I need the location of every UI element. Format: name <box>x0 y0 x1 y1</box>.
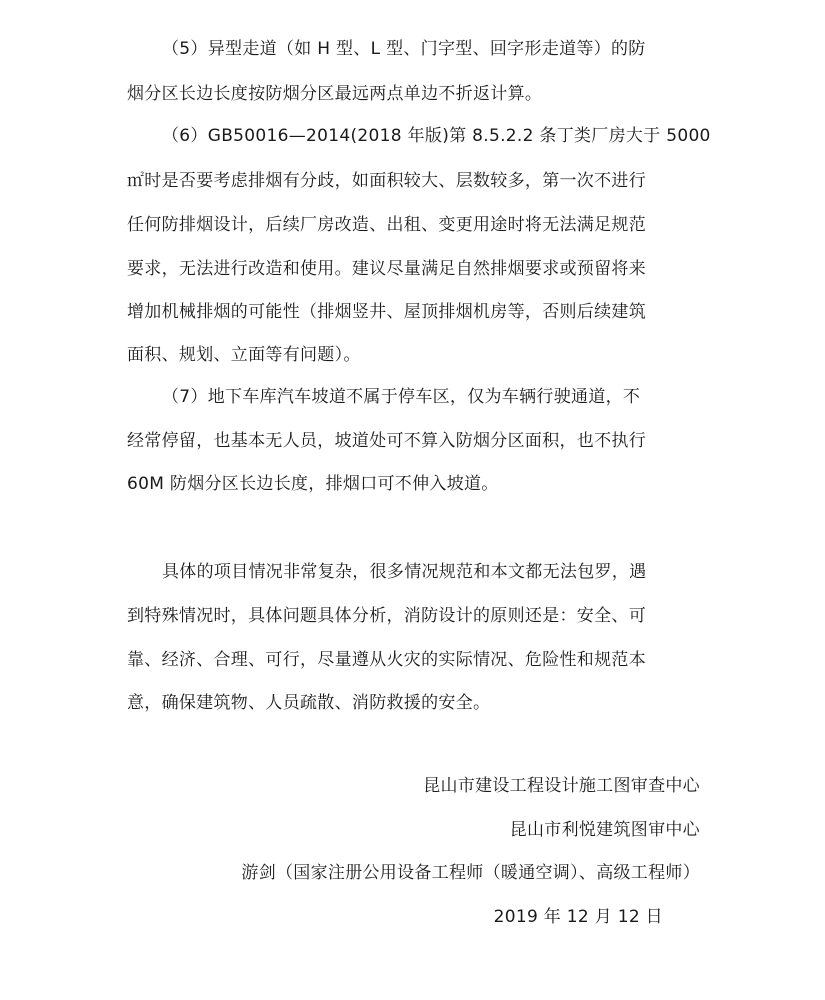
paragraph-7-line-3: 60M 防烟分区长边长度，排烟口可不伸入坡道。 <box>127 474 499 494</box>
paragraph-6-line-6: 面积、规划、立面等有问题）。 <box>127 345 361 365</box>
paragraph-6-line-3: 任何防排烟设计，后续厂房改造、出租、变更用途时将无法满足规范 <box>127 215 646 235</box>
signature-org-1: 昆山市建设工程设计施工图审查中心 <box>423 776 700 796</box>
paragraph-6-line-4: 要求，无法进行改造和使用。建议尽量满足自然排烟要求或预留将来 <box>127 259 646 279</box>
signature-date: 2019 年 12 月 12 日 <box>493 907 663 927</box>
paragraph-6-line-5: 增加机械排烟的可能性（排烟竖井、屋顶排烟机房等，否则后续建筑 <box>127 302 646 322</box>
summary-line-2: 到特殊情况时，具体问题具体分析，消防设计的原则还是：安全、可 <box>127 606 646 626</box>
paragraph-6-line-1: （6）GB50016—2014(2018 年版)第 8.5.2.2 条丁类厂房大于 5000 <box>162 126 711 146</box>
paragraph-5-line-2: 烟分区长边长度按防烟分区最远两点单边不折返计算。 <box>127 84 543 104</box>
paragraph-5-line-1: （5）异型走道（如 H 型、L 型、门字型、回字形走道等）的防 <box>162 39 646 59</box>
summary-line-4: 意，确保建筑物、人员疏散、消防救援的安全。 <box>127 693 491 713</box>
paragraph-7-line-2: 经常停留，也基本无人员，坡道处可不算入防烟分区面积，也不执行 <box>127 431 646 451</box>
signature-org-2: 昆山市利悦建筑图审中心 <box>509 820 700 840</box>
paragraph-6-line-2: ㎡时是否要考虑排烟有分歧，如面积较大、层数较多，第一次不进行 <box>127 171 646 191</box>
paragraph-7-line-1: （7）地下车库汽车坡道不属于停车区，仅为车辆行驶通道，不 <box>162 387 641 407</box>
summary-line-3: 靠、经济、合理、可行，尽量遵从火灾的实际情况、危险性和规范本 <box>127 650 646 670</box>
summary-line-1: 具体的项目情况非常复杂，很多情况规范和本文都无法包罗，遇 <box>162 562 647 582</box>
signature-author: 游剑（国家注册公用设备工程师（暖通空调）、高级工程师） <box>241 863 700 883</box>
